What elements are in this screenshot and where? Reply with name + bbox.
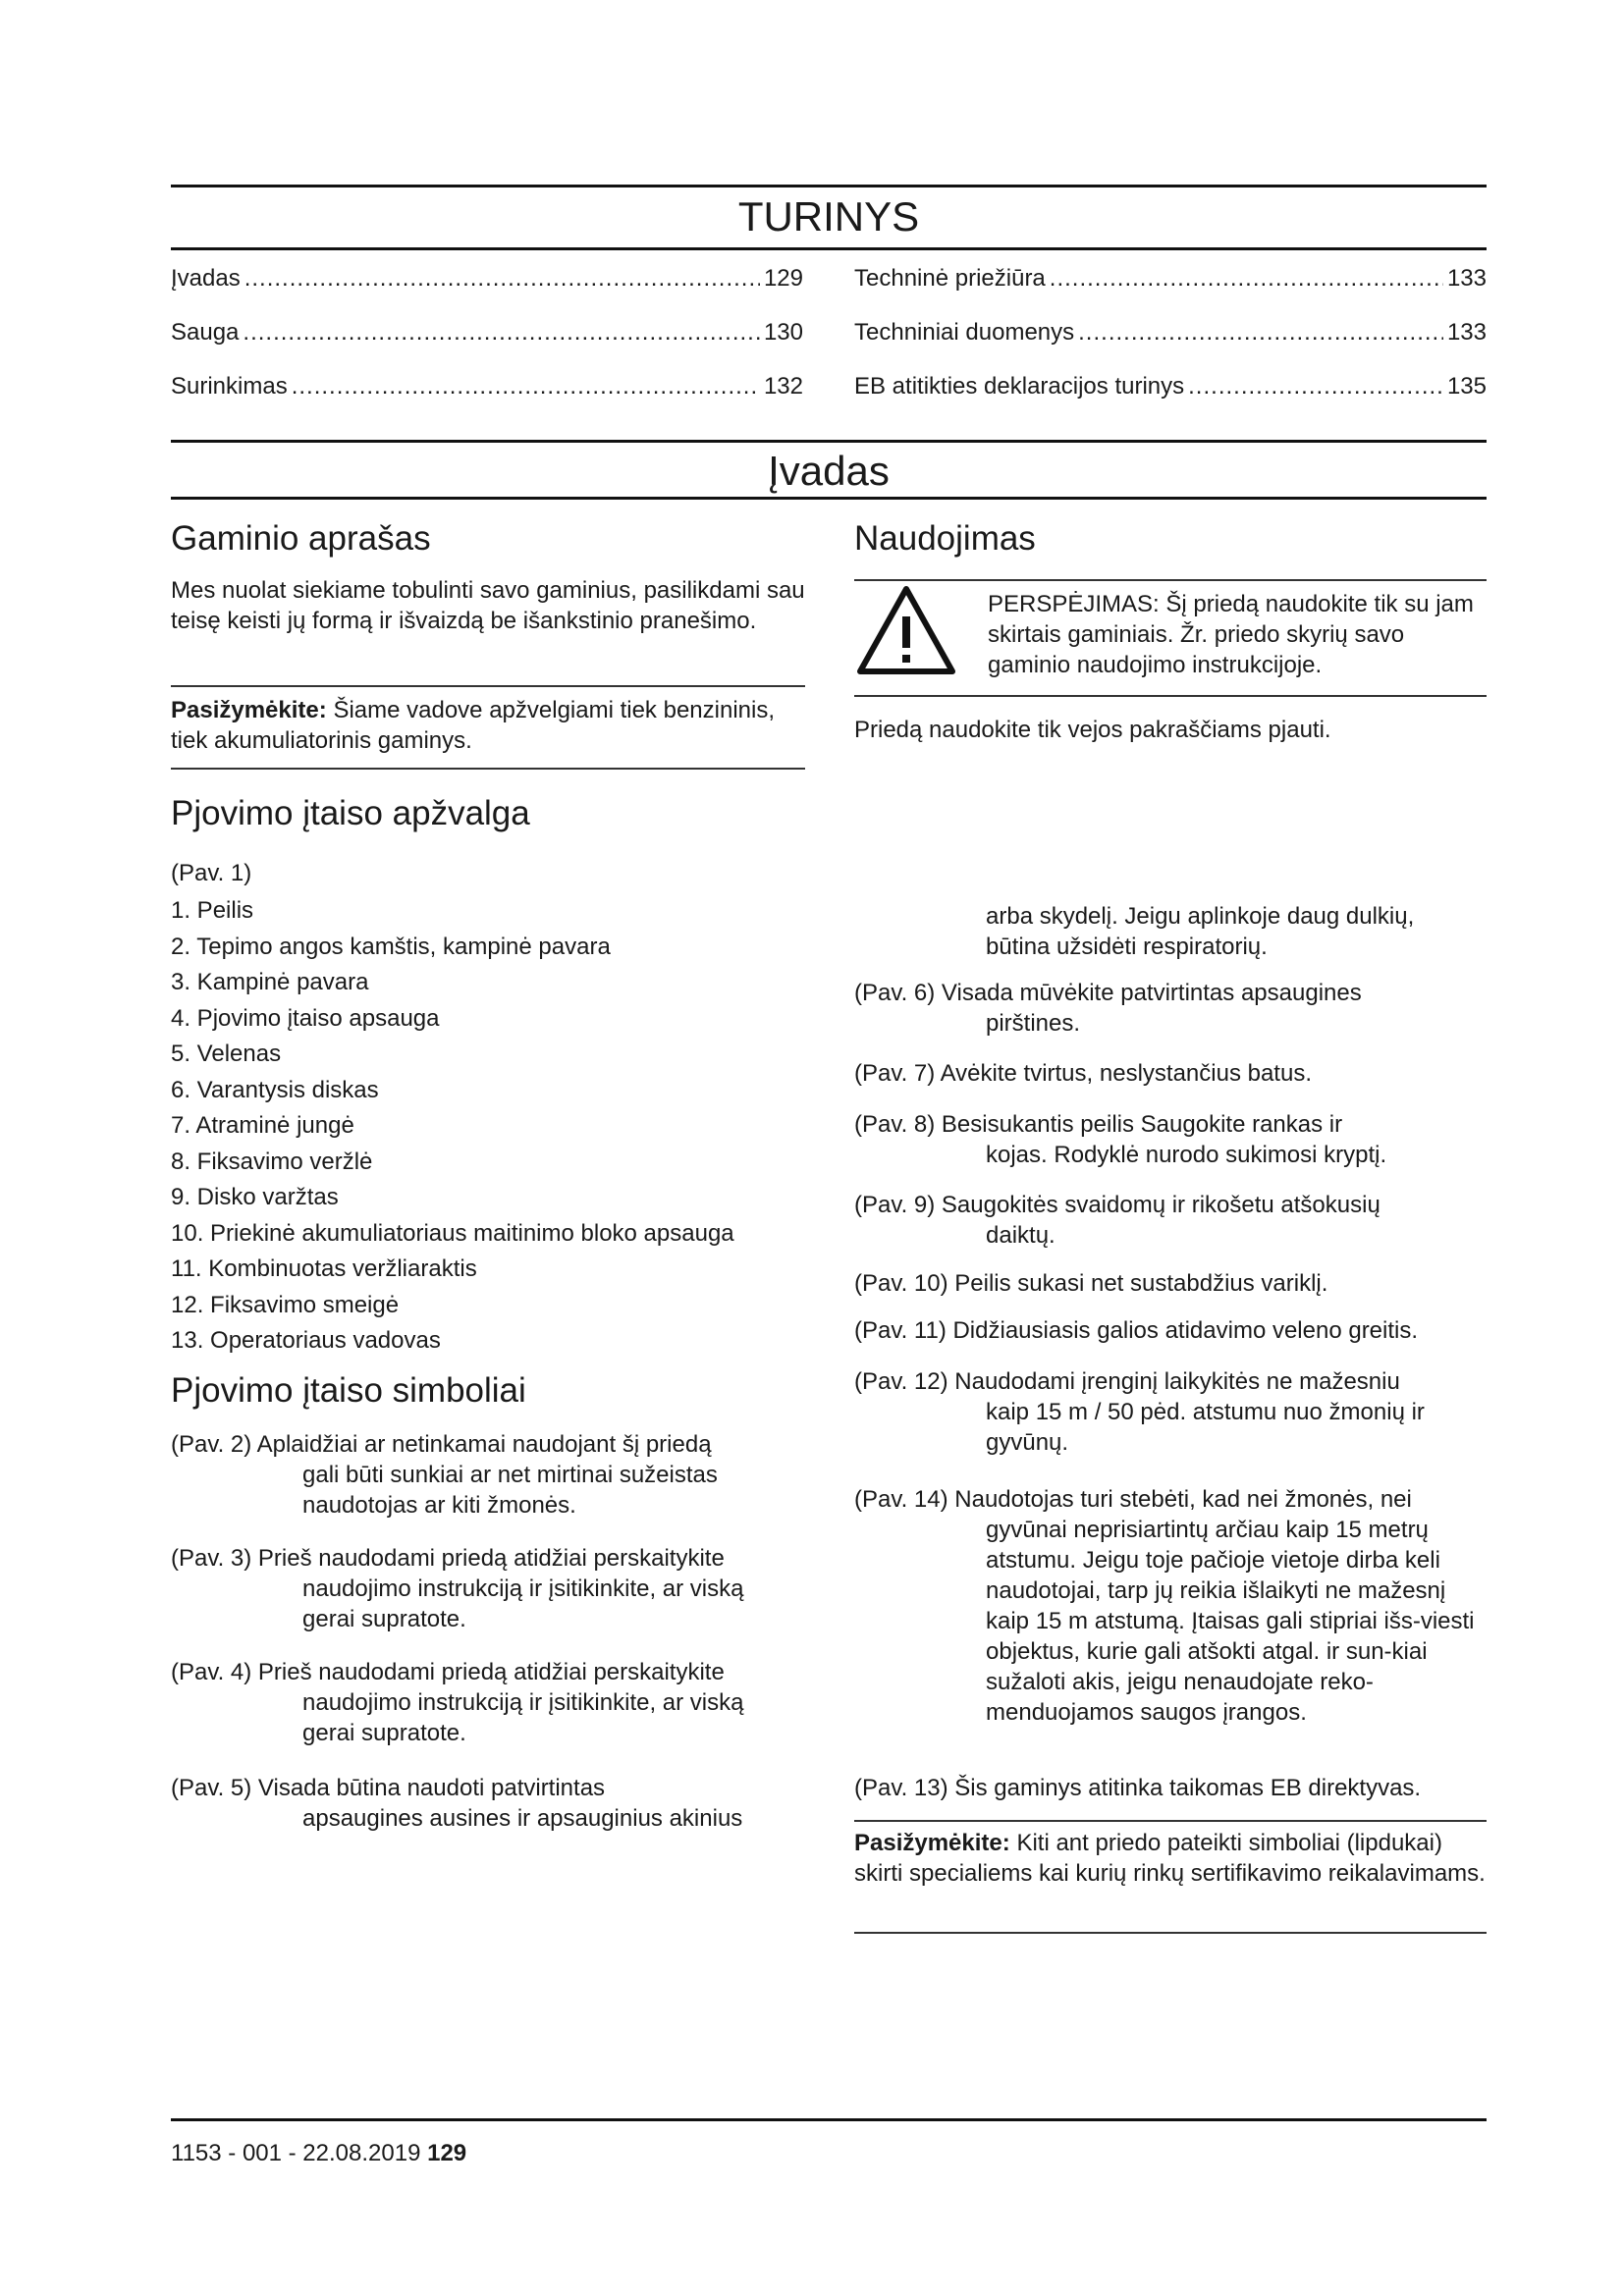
toc-entry[interactable]: Sauga ..... 130 [171,319,803,373]
page-number: 129 [427,2140,467,2166]
list-item: 12. Fiksavimo smeigė [171,1291,400,1318]
page-footer [171,2140,466,2167]
symbols-note-bottom-rule [854,1932,1487,1934]
symbol-entry-pav5: (Pav. 5) Visada būtina naudoti patvirtintas apsaugines ausines ir apsauginius akinius [171,1775,743,1832]
symbol-entry-pav10: (Pav. 10) Peilis sukasi net sustabdžius variklį. [854,1270,1328,1297]
section-title: Įvadas [768,448,890,494]
usage-text: Priedą naudokite tik vejos pakraščiams pjauti. [854,717,1331,743]
list-item: 1. Peilis [171,897,254,924]
list-item: 6. Varantysis diskas [171,1076,379,1103]
usage-heading: Naudojimas [854,519,1036,558]
overview-list [171,895,839,1362]
product-text: Mes nuolat siekiame tobulinti savo gaminius, pasilikdami sau teisę keisti jų formą ir išvaizdą be išankstinio pranešimo. [171,577,805,634]
product-heading: Gaminio aprašas [171,519,431,558]
note-text: Šiame vadove apžvelgiami tiek benzininis, tiek akumuliatorinis gaminys. [171,697,776,754]
symbol-entry-pav7: (Pav. 7) Avėkite tvirtus, neslystančius batus. [854,1060,1312,1087]
symbols-heading: Pjovimo įtaiso simboliai [171,1371,526,1410]
list-item: 11. Kombinuotas veržliaraktis [171,1255,477,1282]
toc-bottom-rule [171,247,1487,250]
symbol-entry-pav8: (Pav. 8) Besisukantis peilis Saugokite rankas ir kojas. Rodyklė nurodo sukimosi kryptį. [854,1111,1387,1168]
product-note-top-rule [171,685,805,687]
toc-entry[interactable]: EB atitikties deklaracijos turinys ..... 135 [854,373,1487,427]
list-item: 10. Priekinė akumuliatoriaus maitinimo bloko apsauga [171,1219,734,1247]
list-item: 8. Fiksavimo veržlė [171,1148,373,1175]
section-top-rule [171,440,1487,443]
symbol-entry-pav14: (Pav. 14) Naudotojas turi stebėti, kad nei žmonės, nei gyvūnai neprisiartintų arčiau kaip 15 metrų atstumu. Jeigu toje pačioje vietoje dirba keli naudotojai, tarp jų reikia išlaikyti ne mažesnį kaip 15 m atstumą. Įtaisas gali stipriai išs-viesti objektus, kurie gali atšokti atgal. ir sun-kiai sužaloti akis, jeigu nenaudojate reko-menduojamos saugos įrangos. [854,1486,1475,1726]
usage-warning-top-rule [854,579,1487,581]
symbol-continuation: arba skydelį. Jeigu aplinkoje daug dulkių, būtina užsidėti respiratorių. [986,903,1415,960]
symbol-entry-pav2: (Pav. 2) Aplaidžiai ar netinkamai naudojant šį priedą gali būti sunkiai ar net mirtinai sužeistas naudotojas ar kiti žmonės. [171,1431,718,1519]
usage-warning [988,589,1489,680]
symbol-entry-pav13: (Pav. 13) Šis gaminys atitinka taikomas EB direktyvas. [854,1775,1422,1801]
symbol-entry-pav6: (Pav. 6) Visada mūvėkite patvirtintas apsaugines pirštines. [854,980,1362,1037]
symbol-entry-pav11: (Pav. 11) Didžiausiasis galios atidavimo veleno greitis. [854,1317,1419,1344]
toc-left-column [171,265,803,427]
list-item: 2. Tepimo angos kamštis, kampinė pavara [171,933,611,960]
list-item: 9. Disko varžtas [171,1184,339,1210]
symbols-note [854,1828,1487,1889]
symbol-entry-pav12: (Pav. 12) Naudodami įrenginį laikykitės ne mažesniu kaip 15 m / 50 pėd. atstumu nuo žmonių ir gyvūnų. [854,1368,1425,1456]
product-note [171,695,805,756]
list-item: 5. Velenas [171,1041,282,1067]
toc-right-column [854,265,1487,427]
symbols-note-top-rule [854,1820,1487,1822]
product-note-bottom-rule [171,768,805,770]
list-item: 3. Kampinė pavara [171,969,369,995]
overview-figure-ref: (Pav. 1) [171,860,252,886]
symbol-entry-pav9: (Pav. 9) Saugokitės svaidomų ir rikošetu atšokusių daiktų. [854,1192,1380,1249]
usage-warning-bottom-rule [854,695,1487,697]
note-text: Kiti ant priedo pateikti simboliai (lipdukai) skirti specialiems kai kurių rinkų sertifikavimo reikalavimams. [854,1830,1486,1887]
list-item: 7. Atraminė jungė [171,1112,354,1139]
symbol-entry-pav3: (Pav. 3) Prieš naudodami priedą atidžiai perskaitykite naudojimo instrukciją ir įsitikinkite, ar viską gerai supratote. [171,1545,744,1632]
overview-heading: Pjovimo įtaiso apžvalga [171,794,530,832]
toc-title: TURINYS [737,193,920,240]
toc-entry[interactable]: Techninė priežiūra ..... 133 [854,265,1487,319]
toc-entry[interactable]: Įvadas ..... 129 [171,265,803,319]
toc-top-rule [171,185,1487,187]
note-label: Pasižymėkite: [171,697,327,723]
list-item: 4. Pjovimo įtaiso apsauga [171,1004,440,1032]
list-item: 13. Operatoriaus vadovas [171,1327,441,1354]
section-bottom-rule [171,497,1487,500]
warning-label: PERSPĖJIMAS: [988,591,1160,617]
document-number: 1153 - 001 - 22.08.2019 [171,2140,421,2166]
warning-triangle-icon [854,583,958,677]
warning-text: Šį priedą naudokite tik su jam skirtais gaminiais. Žr. priedo skyrių savo gaminio naudojimo instrukcijoje. [988,591,1474,678]
note-label: Pasižymėkite: [854,1830,1010,1856]
footer-rule [171,2118,1487,2121]
symbol-entry-pav4: (Pav. 4) Prieš naudodami priedą atidžiai perskaitykite naudojimo instrukciją ir įsitikinkite, ar viską gerai supratote. [171,1659,744,1746]
toc-entry[interactable]: Techniniai duomenys ..... 133 [854,319,1487,373]
toc-entry[interactable]: Surinkimas ..... 132 [171,373,803,427]
